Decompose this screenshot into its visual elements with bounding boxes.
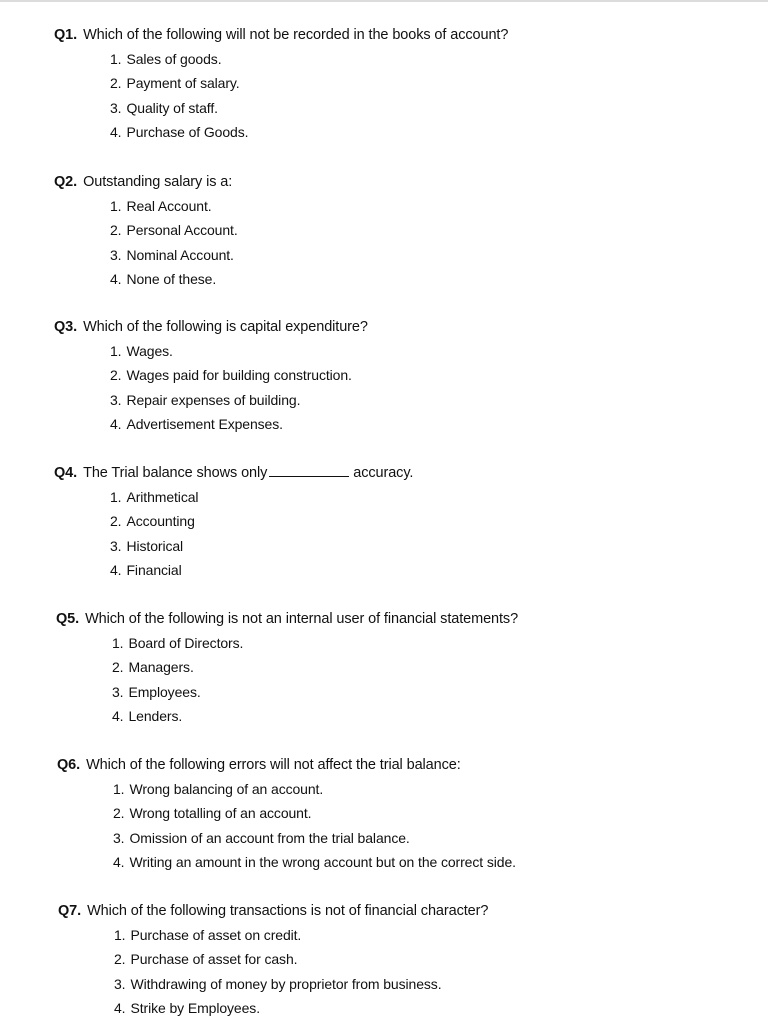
option-number: 4. — [110, 561, 122, 578]
option-item — [113, 804, 768, 828]
option-list — [0, 197, 768, 294]
option-item — [110, 415, 768, 439]
option-item — [112, 658, 768, 682]
option-item — [110, 391, 768, 415]
option-number: 4. — [110, 270, 122, 287]
option-item — [113, 853, 768, 877]
option-number: 1. — [110, 489, 122, 505]
question-4 — [0, 464, 768, 585]
option-number: 4. — [114, 999, 126, 1016]
option-text: Personal Account. — [126, 222, 238, 239]
option-text: Purchase of asset on credit. — [130, 927, 302, 943]
question-3 — [0, 318, 768, 439]
option-list — [0, 926, 768, 1023]
option-item — [110, 74, 768, 98]
question-text: Which of the following is capital expenditure? — [83, 319, 368, 335]
question-number: Q1. — [54, 27, 78, 43]
question-2 — [0, 173, 768, 294]
option-number: 2. — [110, 75, 122, 92]
option-text: Financial — [126, 561, 182, 578]
option-item — [110, 246, 768, 270]
option-number: 1. — [110, 198, 122, 214]
question-6 — [0, 756, 768, 877]
option-number: 4. — [113, 853, 125, 870]
option-number: 3. — [113, 829, 125, 846]
option-number: 4. — [110, 415, 122, 432]
option-text: Employees. — [128, 683, 201, 700]
option-number: 1. — [112, 635, 124, 651]
fill-in-blank — [269, 464, 349, 477]
question-stem — [0, 318, 768, 336]
option-text: Wages. — [126, 343, 173, 359]
question-text: Outstanding salary is a: — [83, 174, 233, 190]
option-number: 1. — [113, 781, 125, 797]
question-number: Q6. — [57, 757, 81, 773]
option-list — [0, 488, 768, 585]
option-item — [110, 197, 768, 221]
option-number: 1. — [110, 343, 122, 359]
option-item — [114, 926, 768, 950]
option-text: Arithmetical — [126, 489, 199, 505]
option-text: Payment of salary. — [126, 75, 240, 92]
option-number: 3. — [110, 99, 122, 116]
option-number: 1. — [110, 51, 122, 67]
option-text: Purchase of asset for cash. — [130, 951, 298, 968]
option-text: Quality of staff. — [126, 99, 218, 116]
option-text: Board of Directors. — [128, 635, 244, 651]
option-text: Wages paid for building construction. — [126, 367, 352, 384]
question-text: Which of the following is not an internal user of financial statements? — [85, 611, 519, 627]
option-list — [0, 780, 768, 877]
option-text: Nominal Account. — [126, 246, 234, 263]
option-number: 3. — [110, 537, 122, 554]
question-stem — [0, 173, 768, 191]
question-number: Q5. — [56, 611, 80, 627]
question-5 — [0, 610, 768, 731]
option-text: Real Account. — [126, 198, 212, 214]
option-item — [110, 366, 768, 390]
option-number: 3. — [114, 975, 126, 992]
option-item — [110, 123, 768, 147]
option-item — [113, 829, 768, 853]
question-stem — [0, 464, 768, 482]
option-number: 2. — [110, 367, 122, 384]
question-number: Q4. — [54, 465, 78, 481]
option-text: Repair expenses of building. — [126, 391, 301, 408]
question-stem — [0, 902, 768, 920]
option-text: Managers. — [128, 659, 194, 676]
option-text: Omission of an account from the trial balance. — [129, 829, 410, 846]
option-text: Lenders. — [128, 707, 183, 724]
option-number: 2. — [112, 659, 124, 676]
option-number: 1. — [114, 927, 126, 943]
option-item — [112, 683, 768, 707]
option-text: Accounting — [126, 513, 195, 530]
option-item — [114, 999, 768, 1023]
option-item — [112, 634, 768, 658]
option-number: 2. — [113, 805, 125, 822]
question-1 — [0, 26, 768, 147]
question-text: Which of the following will not be recorded in the books of account? — [83, 27, 509, 43]
option-number: 4. — [110, 123, 122, 140]
option-list — [0, 634, 768, 731]
option-number: 2. — [114, 951, 126, 968]
question-stem — [0, 26, 768, 44]
option-item — [110, 270, 768, 294]
option-text: Wrong totalling of an account. — [129, 805, 312, 822]
question-stem — [0, 610, 768, 628]
question-text: Which of the following transactions is not of financial character? — [87, 903, 489, 919]
question-text-after-blank: accuracy. — [353, 465, 414, 481]
option-text: Purchase of Goods. — [126, 123, 249, 140]
option-text: Historical — [126, 537, 184, 554]
option-number: 3. — [110, 391, 122, 408]
option-text: Sales of goods. — [126, 51, 222, 67]
option-item — [110, 537, 768, 561]
option-text: Wrong balancing of an account. — [129, 781, 324, 797]
option-item — [114, 950, 768, 974]
option-item — [110, 488, 768, 512]
question-number: Q3. — [54, 319, 78, 335]
option-text: Advertisement Expenses. — [126, 415, 283, 432]
option-number: 3. — [110, 246, 122, 263]
option-number: 3. — [112, 683, 124, 700]
question-7 — [0, 902, 768, 1023]
question-number: Q2. — [54, 174, 78, 190]
option-item — [114, 975, 768, 999]
option-item — [110, 99, 768, 123]
option-item — [110, 512, 768, 536]
option-item — [112, 707, 768, 731]
question-text: Which of the following errors will not affect the trial balance: — [86, 757, 461, 773]
option-item — [110, 561, 768, 585]
option-number: 2. — [110, 513, 122, 530]
option-list — [0, 50, 768, 147]
option-text: Withdrawing of money by proprietor from business. — [130, 975, 442, 992]
option-item — [110, 221, 768, 245]
option-item — [110, 342, 768, 366]
option-text: Writing an amount in the wrong account but on the correct side. — [129, 853, 516, 870]
question-text-before-blank: The Trial balance shows only — [83, 465, 268, 481]
option-item — [110, 50, 768, 74]
question-stem — [0, 756, 768, 774]
option-list — [0, 342, 768, 439]
option-item — [113, 780, 768, 804]
option-text: Strike by Employees. — [130, 999, 260, 1016]
option-number: 2. — [110, 222, 122, 239]
option-number: 4. — [112, 707, 124, 724]
question-number: Q7. — [58, 903, 82, 919]
option-text: None of these. — [126, 270, 217, 287]
